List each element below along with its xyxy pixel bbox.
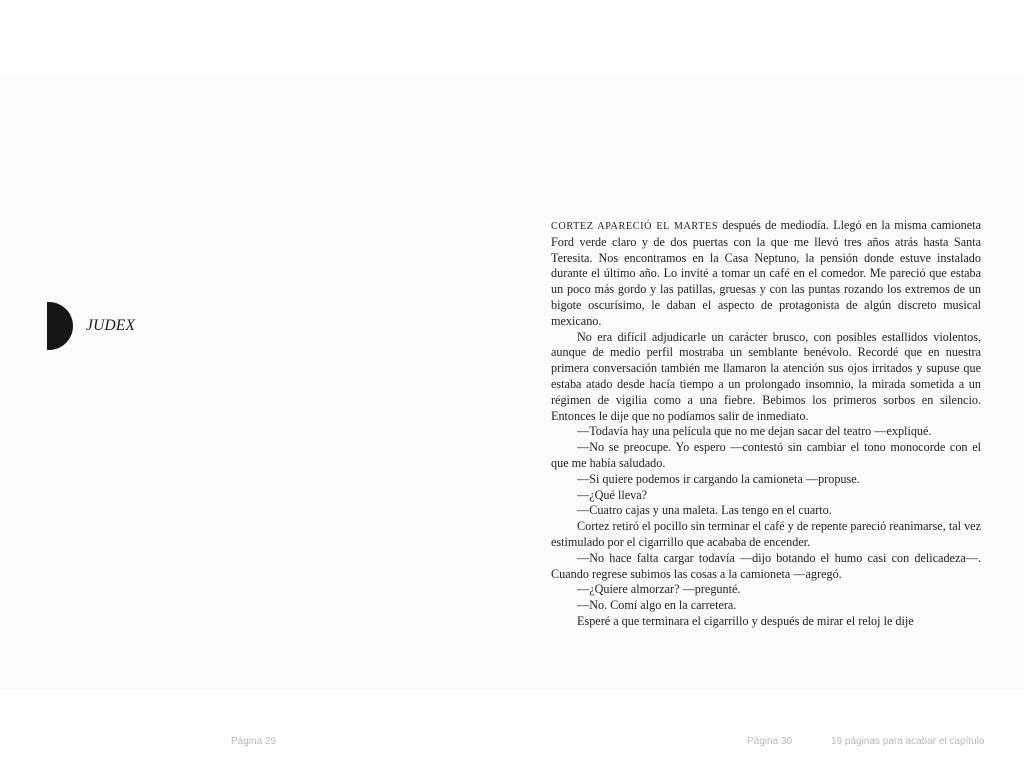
right-page-number: Página 30 xyxy=(747,736,793,747)
paragraph-narration-2: Esperé a que terminara el cigarrillo y después de mirar el reloj le dije xyxy=(577,613,914,628)
dialogue-line-1: —Todavía hay una película que no me dejan sacar del teatro —expliqué. xyxy=(577,424,932,439)
dialogue-line-6: —No hace falta cargar todavía —dijo botando el humo casi con delicadeza—. Cuando regrese subimos las cosas a la camioneta —agregó. xyxy=(551,550,981,581)
dialogue-line-2: —No se preocupe. Yo espero —contestó sin cambiar el tono monocorde con el que me había saludado. xyxy=(551,440,981,470)
half-circle-ornament-icon xyxy=(47,302,73,350)
paragraph-1-body: después de mediodía. Llegó en la misma camioneta Ford verde claro y de dos puertas con la que me llevó tres años atrás hasta Santa Teresita. Nos encontramos en la Casa Neptuno, la pensión donde estuve instalado durante el último año. Lo invité a tomar un café en el comedor. Me pareció que estaba un poco más gordo y las patillas, gruesas y con las puntas rozando los extremos de un bigote oscurísimo, le daban el aspecto de protagonista de algún discreto musical mexicano. xyxy=(551,218,981,328)
dialogue-line-3: —Si quiere podemos ir cargando la camioneta —propuse. xyxy=(577,471,860,486)
dialogue-line-8: —No. Comí algo en la carretera. xyxy=(577,598,737,613)
paragraph-1 xyxy=(551,218,981,330)
book-viewer xyxy=(0,76,1024,747)
chapter-title: JUDEX xyxy=(86,317,136,334)
paragraph-2: No era difícil adjudicarle un carácter brusco, con posibles estallidos violentos, aunque de medio perfil mostraba un semblante benévolo. Recordé que en nuestra primera conversación también me llamaron la atención sus ojos irritados y supuse que estaba atado desde hacía tiempo a un prolongado insomnio, la mirada sometida a un régimen de vigilia como a una fiebre. Bebimos los primeros sorbos en silencio. Entonces le dije que no podíamos salir de inmediato. xyxy=(551,329,981,423)
lead-small-caps: CORTEZ APARECIÓ EL MARTES xyxy=(551,221,719,232)
dialogue-line-7: —¿Quiere almorzar? —pregunté. xyxy=(577,582,741,597)
dialogue-line-5: —Cuatro cajas y una maleta. Las tengo en el cuarto. xyxy=(577,503,832,518)
page-text xyxy=(551,218,981,630)
dialogue-line-4: —¿Qué lleva? xyxy=(577,487,648,502)
left-page-number: Página 29 xyxy=(231,736,277,747)
paragraph-narration-1: Cortez retiró el pocillo sin terminar el café y de repente pareció reanimarse, tal vez estimulado por el cigarrillo que acababa de encender. xyxy=(551,519,981,549)
pages-remaining: 19 páginas para acabar el capítulo xyxy=(831,736,985,747)
